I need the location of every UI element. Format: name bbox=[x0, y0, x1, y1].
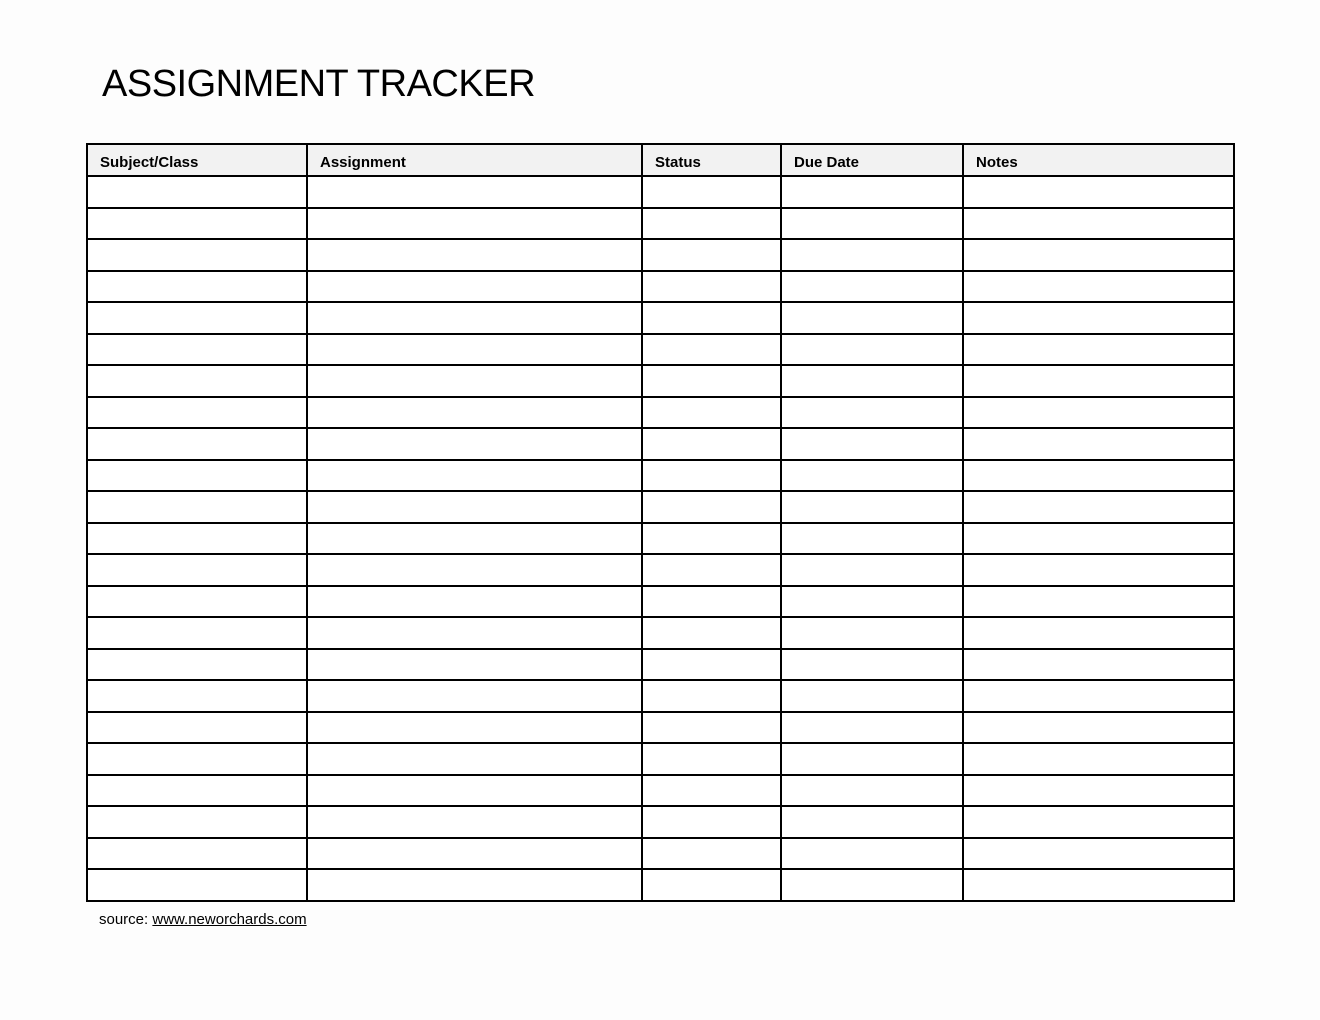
table-cell[interactable] bbox=[963, 869, 1234, 901]
table-cell[interactable] bbox=[642, 208, 781, 240]
table-cell[interactable] bbox=[781, 554, 963, 586]
table-cell[interactable] bbox=[963, 680, 1234, 712]
table-row bbox=[87, 302, 1234, 334]
table-cell[interactable] bbox=[642, 649, 781, 681]
table-cell[interactable] bbox=[781, 523, 963, 555]
table-cell[interactable] bbox=[781, 586, 963, 618]
table-cell[interactable] bbox=[963, 775, 1234, 807]
assignment-table bbox=[86, 143, 1235, 902]
table-cell[interactable] bbox=[963, 554, 1234, 586]
table-row bbox=[87, 680, 1234, 712]
table-cell[interactable] bbox=[781, 334, 963, 366]
table-cell[interactable] bbox=[307, 869, 642, 901]
table-row bbox=[87, 869, 1234, 901]
table-cell[interactable] bbox=[642, 775, 781, 807]
table-cell[interactable] bbox=[781, 176, 963, 208]
table-cell[interactable] bbox=[781, 838, 963, 870]
table-cell[interactable] bbox=[87, 775, 307, 807]
table-cell[interactable] bbox=[781, 302, 963, 334]
table-row bbox=[87, 397, 1234, 429]
table-cell[interactable] bbox=[87, 838, 307, 870]
table-cell[interactable] bbox=[87, 743, 307, 775]
table-cell[interactable] bbox=[963, 397, 1234, 429]
table-cell[interactable] bbox=[307, 775, 642, 807]
table-cell[interactable] bbox=[87, 586, 307, 618]
table-cell[interactable] bbox=[642, 334, 781, 366]
table-cell[interactable] bbox=[87, 302, 307, 334]
table-row bbox=[87, 334, 1234, 366]
table-cell[interactable] bbox=[781, 743, 963, 775]
table-cell[interactable] bbox=[307, 680, 642, 712]
table-cell[interactable] bbox=[642, 712, 781, 744]
table-cell[interactable] bbox=[307, 743, 642, 775]
table-cell[interactable] bbox=[307, 491, 642, 523]
table-cell[interactable] bbox=[87, 271, 307, 303]
table-cell[interactable] bbox=[307, 365, 642, 397]
table-cell[interactable] bbox=[781, 271, 963, 303]
table-cell[interactable] bbox=[307, 617, 642, 649]
table-cell[interactable] bbox=[963, 743, 1234, 775]
table-row bbox=[87, 806, 1234, 838]
table-cell[interactable] bbox=[963, 523, 1234, 555]
table-cell[interactable] bbox=[642, 397, 781, 429]
table-cell[interactable] bbox=[963, 806, 1234, 838]
table-cell[interactable] bbox=[87, 869, 307, 901]
table-cell[interactable] bbox=[963, 302, 1234, 334]
table-cell[interactable] bbox=[307, 334, 642, 366]
table-cell[interactable] bbox=[87, 523, 307, 555]
source-label: source: bbox=[99, 911, 149, 928]
table-cell[interactable] bbox=[87, 712, 307, 744]
table-row bbox=[87, 460, 1234, 492]
column-header-notes: Notes bbox=[963, 144, 1234, 176]
table-cell[interactable] bbox=[307, 176, 642, 208]
table-row bbox=[87, 523, 1234, 555]
table-row bbox=[87, 554, 1234, 586]
table-cell[interactable] bbox=[963, 460, 1234, 492]
table-cell[interactable] bbox=[642, 586, 781, 618]
table-cell[interactable] bbox=[781, 869, 963, 901]
table-row bbox=[87, 775, 1234, 807]
table-row bbox=[87, 365, 1234, 397]
table-cell[interactable] bbox=[642, 838, 781, 870]
table-cell[interactable] bbox=[642, 365, 781, 397]
source-line bbox=[99, 910, 307, 930]
table-cell[interactable] bbox=[963, 334, 1234, 366]
table-cell[interactable] bbox=[963, 208, 1234, 240]
table-cell[interactable] bbox=[87, 397, 307, 429]
table-cell[interactable] bbox=[87, 491, 307, 523]
table-row bbox=[87, 649, 1234, 681]
table-row bbox=[87, 838, 1234, 870]
table-cell[interactable] bbox=[307, 712, 642, 744]
table-cell[interactable] bbox=[642, 428, 781, 460]
table-header-row bbox=[87, 144, 1234, 176]
table-row bbox=[87, 239, 1234, 271]
table-cell[interactable] bbox=[963, 586, 1234, 618]
table-row bbox=[87, 491, 1234, 523]
table-cell[interactable] bbox=[963, 712, 1234, 744]
table-cell[interactable] bbox=[87, 239, 307, 271]
table-cell[interactable] bbox=[642, 617, 781, 649]
table-cell[interactable] bbox=[963, 239, 1234, 271]
table-cell[interactable] bbox=[642, 554, 781, 586]
table-cell[interactable] bbox=[307, 428, 642, 460]
table-cell[interactable] bbox=[781, 680, 963, 712]
table-cell[interactable] bbox=[307, 302, 642, 334]
table-row bbox=[87, 271, 1234, 303]
table-cell[interactable] bbox=[642, 491, 781, 523]
table-row bbox=[87, 586, 1234, 618]
table-cell[interactable] bbox=[781, 239, 963, 271]
column-header-assignment: Assignment bbox=[307, 144, 642, 176]
column-header-status: Status bbox=[642, 144, 781, 176]
table-cell[interactable] bbox=[307, 586, 642, 618]
table-cell[interactable] bbox=[642, 680, 781, 712]
table-cell[interactable] bbox=[963, 838, 1234, 870]
table-cell[interactable] bbox=[642, 302, 781, 334]
table-cell[interactable] bbox=[781, 712, 963, 744]
table-cell[interactable] bbox=[642, 743, 781, 775]
table-cell[interactable] bbox=[642, 460, 781, 492]
table-row bbox=[87, 743, 1234, 775]
table-row bbox=[87, 712, 1234, 744]
table-cell[interactable] bbox=[87, 428, 307, 460]
table-cell[interactable] bbox=[642, 239, 781, 271]
table-row bbox=[87, 428, 1234, 460]
page-title: ASSIGNMENT TRACKER bbox=[102, 63, 536, 105]
table-cell[interactable] bbox=[642, 271, 781, 303]
table-body bbox=[87, 176, 1234, 901]
table-cell[interactable] bbox=[963, 617, 1234, 649]
table-cell[interactable] bbox=[642, 869, 781, 901]
table-cell[interactable] bbox=[87, 208, 307, 240]
table-cell[interactable] bbox=[781, 775, 963, 807]
table-cell[interactable] bbox=[87, 460, 307, 492]
table-cell[interactable] bbox=[87, 680, 307, 712]
table-cell[interactable] bbox=[87, 806, 307, 838]
table-cell[interactable] bbox=[781, 806, 963, 838]
source-link[interactable]: www.neworchards.com bbox=[152, 911, 307, 928]
table-cell[interactable] bbox=[963, 649, 1234, 681]
column-header-due-date: Due Date bbox=[781, 144, 963, 176]
table-cell[interactable] bbox=[642, 523, 781, 555]
table-cell[interactable] bbox=[781, 397, 963, 429]
table-cell[interactable] bbox=[87, 649, 307, 681]
table-cell[interactable] bbox=[963, 491, 1234, 523]
table-cell[interactable] bbox=[307, 649, 642, 681]
table-cell[interactable] bbox=[781, 491, 963, 523]
table-cell[interactable] bbox=[307, 271, 642, 303]
table-cell[interactable] bbox=[87, 554, 307, 586]
table-cell[interactable] bbox=[307, 806, 642, 838]
table-cell[interactable] bbox=[307, 208, 642, 240]
table-cell[interactable] bbox=[963, 271, 1234, 303]
table-cell[interactable] bbox=[781, 365, 963, 397]
table-cell[interactable] bbox=[87, 617, 307, 649]
table-cell[interactable] bbox=[307, 523, 642, 555]
table-cell[interactable] bbox=[307, 838, 642, 870]
table-cell[interactable] bbox=[781, 460, 963, 492]
table-cell[interactable] bbox=[87, 334, 307, 366]
table-cell[interactable] bbox=[642, 806, 781, 838]
table-cell[interactable] bbox=[963, 176, 1234, 208]
table-cell[interactable] bbox=[307, 460, 642, 492]
table-cell[interactable] bbox=[963, 365, 1234, 397]
table-cell[interactable] bbox=[781, 208, 963, 240]
table-cell[interactable] bbox=[781, 617, 963, 649]
table-cell[interactable] bbox=[307, 397, 642, 429]
table-cell[interactable] bbox=[781, 649, 963, 681]
table-cell[interactable] bbox=[307, 554, 642, 586]
table-cell[interactable] bbox=[307, 239, 642, 271]
table-row bbox=[87, 208, 1234, 240]
column-header-subject-class: Subject/Class bbox=[87, 144, 307, 176]
table-cell[interactable] bbox=[781, 428, 963, 460]
table-cell[interactable] bbox=[87, 365, 307, 397]
table-cell[interactable] bbox=[87, 176, 307, 208]
table-row bbox=[87, 176, 1234, 208]
table-cell[interactable] bbox=[642, 176, 781, 208]
table-row bbox=[87, 617, 1234, 649]
table-cell[interactable] bbox=[963, 428, 1234, 460]
